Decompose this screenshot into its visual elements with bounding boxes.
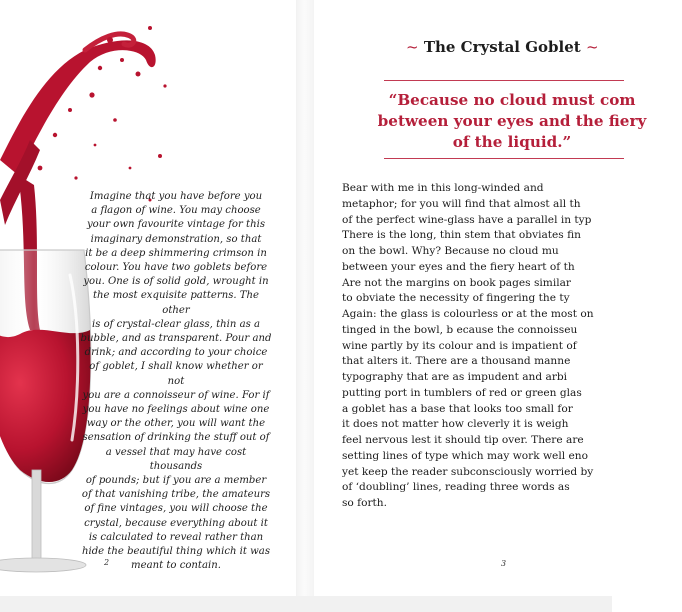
pull-quote-line: between your eyes and the fiery — [377, 112, 647, 130]
page-number-left: 2 — [104, 558, 110, 567]
excerpt-line: a vessel that may have cost thousands — [105, 446, 247, 472]
body-line: wine partly by its colour and is impatient of — [342, 339, 577, 352]
excerpt-line: you are a connoisseur of wine. For if — [82, 389, 270, 401]
pull-quote-line: of the liquid.” — [452, 133, 572, 151]
excerpt-line: is calculated to reveal rather than — [88, 531, 264, 543]
body-line: between your eyes and the fiery heart of th — [342, 260, 575, 273]
body-line: There is the long, thin stem that obviates fin — [342, 229, 581, 242]
body-line: putting port in tumblers of red or green glas — [342, 386, 582, 399]
body-line: it does not matter how cleverly it is weigh — [342, 418, 569, 431]
body-line: yet keep the reader subconsciously worried by — [342, 465, 594, 478]
body-line: that alters it. There are a thousand manne — [342, 355, 571, 368]
body-line: to obviate the necessity of fingering the ty — [342, 292, 570, 305]
excerpt-line: drink; and according to your choice — [84, 347, 268, 359]
excerpt-line: of goblet, I shall know whether or not — [89, 361, 263, 387]
left-page-excerpt — [80, 190, 272, 573]
excerpt-line: Imagine that you have before you — [89, 191, 263, 202]
excerpt-line: of pounds; but if you are a member — [85, 475, 267, 487]
body-line: Bear with me in this long-winded and — [342, 182, 544, 194]
body-text — [342, 181, 632, 512]
body-line: feel nervous lest it should tip over. There are — [342, 434, 584, 446]
body-line: Are not the margins on book pages similar — [342, 276, 571, 289]
excerpt-line: bubble, and as transparent. Pour and — [80, 333, 272, 345]
excerpt-line: is of crystal-clear glass, thin as a — [91, 318, 261, 330]
chapter-title-text: The Crystal Goblet — [423, 38, 581, 56]
excerpt-line: crystal, because everything about it — [84, 517, 268, 529]
left-page — [0, 0, 296, 596]
excerpt-line: your own favourite vintage for this — [86, 219, 266, 231]
excerpt-line: way or the other, you will want the — [86, 418, 266, 430]
pull-quote-rule-bottom — [384, 158, 624, 159]
excerpt-line: meant to contain. — [131, 560, 221, 572]
excerpt-line: imaginary demonstration, so that — [90, 233, 262, 245]
title-ornament-left: ~ — [406, 38, 419, 56]
right-page — [314, 0, 647, 596]
body-line: setting lines of type which may work well eno — [342, 449, 588, 462]
excerpt-line: of fine vintages, you will choose the — [84, 503, 268, 515]
wine-droplet — [107, 37, 113, 43]
glass-base — [0, 558, 86, 572]
excerpt-line: of that vanishing tribe, the amateurs — [81, 489, 271, 501]
page-bottom-edge — [0, 596, 612, 612]
excerpt-line: the most exquisite patterns. The other — [92, 290, 260, 316]
book-gutter — [296, 0, 314, 596]
body-line: a goblet has a base that looks too small for — [342, 402, 573, 415]
excerpt-line: a flagon of wine. You may choose — [91, 205, 261, 217]
body-line: of ‘doubling’ lines, reading three words as — [342, 481, 570, 494]
body-line: on the bowl. Why? Because no cloud mu — [342, 245, 559, 257]
body-line: so forth. — [342, 497, 387, 509]
excerpt-line: you. One is of solid gold, wrought in — [83, 276, 269, 288]
excerpt-line: colour. You have two goblets before — [84, 262, 268, 274]
body-line: Again: the glass is colourless or at the most on — [342, 308, 594, 320]
chapter-title — [406, 38, 599, 56]
glass-stem — [32, 470, 41, 560]
body-line: tinged in the bowl, b ecause the connoisseu — [342, 323, 578, 336]
body-line: typography that are as impudent and arbi — [342, 371, 568, 383]
excerpt-line: hide the beautiful thing which it was — [81, 546, 271, 558]
body-line: of the perfect wine-glass have a parallel in typ — [342, 213, 592, 226]
pull-quote — [342, 90, 682, 153]
excerpt-line: sensation of drinking the stuff out of — [82, 432, 270, 444]
page-number-right: 3 — [501, 559, 507, 568]
wine-splash — [0, 40, 156, 175]
body-line: metaphor; for you will find that almost all th — [342, 197, 581, 210]
excerpt-line: it be a deep shimmering crimson in — [85, 247, 267, 259]
pull-quote-rule-top — [384, 80, 624, 81]
title-ornament-right: ~ — [585, 38, 599, 56]
excerpt-line: you have no feelings about wine one — [82, 404, 270, 416]
pull-quote-line: “Because no cloud must com — [388, 91, 636, 109]
